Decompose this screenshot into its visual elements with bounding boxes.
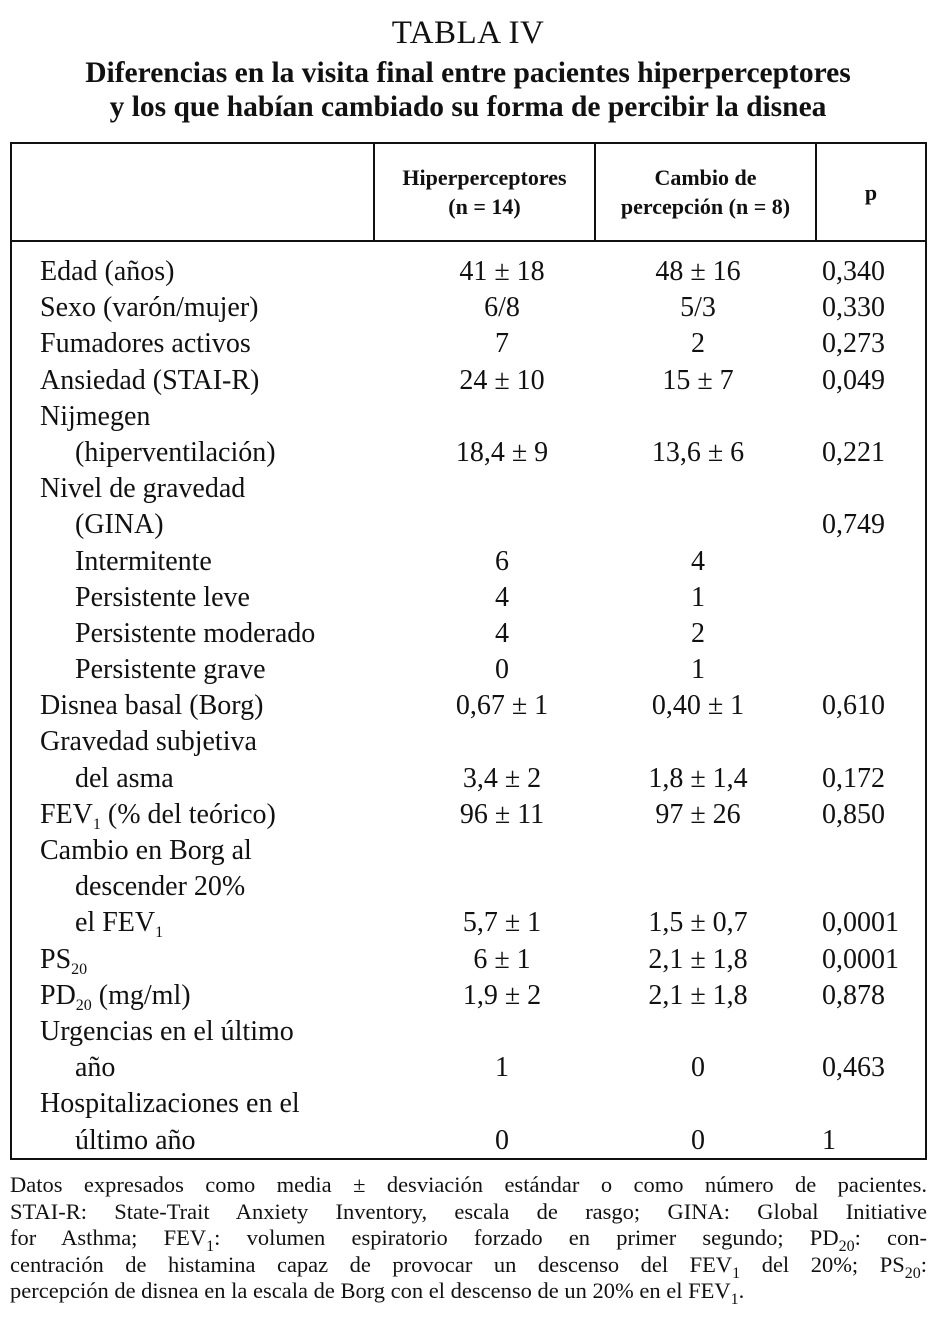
table-body (12, 254, 925, 1159)
table-row: último año 0 0 1 (75, 1124, 836, 1156)
table-row: (hiperventilación) 18,4 ± 9 13,6 ± 6 0,221 (75, 436, 885, 468)
table-row: Fumadores activos 7 2 0,273 (40, 328, 885, 360)
table-row: Hospitalizaciones en el (40, 1088, 300, 1120)
caption-line-2: y los que habían cambiado su forma de percibir la disnea (109, 91, 827, 123)
table-row: Nijmegen (40, 400, 151, 432)
footnote-line: centración de histamina capaz de provocar un descenso del $FEV_1$ del 20%; $PS_{20}$: (10, 1251, 927, 1282)
footnote-line: for Asthma; $FEV_1$: volumen espiratorio forzado en primer segundo; $PD_{20}$: con- (10, 1225, 927, 1255)
header-cambio-percepcion: Cambio de percepción (n = 8) (620, 165, 791, 219)
table-number-label: TABLA IV (391, 15, 545, 51)
table-row: Persistente grave 0 1 (75, 654, 705, 686)
table-title-block (0, 14, 936, 124)
table-row: $PS_{20}$ 6 ± 1 2,1 ± 1,8 0,0001 (40, 943, 899, 978)
table-row: Cambio en Borg al (40, 835, 252, 866)
table-row: año 1 0 0,463 (75, 1052, 885, 1084)
table-row: $FEV_1$ (% del teórico) 96 ± 11 97 ± 26 0,850 (40, 798, 885, 833)
footnote-line: percepción de disnea en la escala de Borg con el descenso de un 20% en el $FEV_1$. (10, 1278, 745, 1308)
table-row: Sexo (varón/mujer) 6/8 5/3 0,330 (40, 292, 885, 324)
table-row: Persistente leve 4 1 (75, 581, 705, 613)
table-caption (0, 56, 936, 124)
header-hiperperceptores: Hiperperceptores (n = 14) (402, 165, 567, 219)
table-footnote (10, 1172, 927, 1308)
table-row: Persistente moderado 4 2 (75, 617, 705, 649)
table-row: Urgencias en el último (40, 1015, 294, 1047)
table-row: Ansiedad (STAI-R) 24 ± 10 15 ± 7 0,049 (40, 364, 885, 396)
caption-line-1: Diferencias en la visita final entre pacientes hiperperceptores (85, 57, 851, 89)
table-row: $PD_{20}$ (mg/ml) 1,9 ± 2 2,1 ± 1,8 0,878 (40, 979, 885, 1014)
table-row: Disnea basal (Borg) 0,67 ± 1 0,40 ± 1 0,610 (40, 690, 885, 722)
table-row: Edad (años) 41 ± 18 48 ± 16 0,340 (40, 256, 885, 287)
table-row: el $FEV_1$ 5,7 ± 1 1,5 ± 0,7 0,0001 (75, 907, 899, 942)
header-p-value: p (864, 179, 878, 205)
footnote-line: STAI-R: State-Trait Anxiety Inventory, escala de rasgo; GINA: Global Initiative (10, 1198, 927, 1224)
table-row: Nivel de gravedad (40, 473, 246, 505)
table-row: del asma 3,4 ± 2 1,8 ± 1,4 0,172 (75, 762, 885, 794)
data-table (10, 142, 927, 1160)
table-row: Gravedad subjetiva (40, 726, 257, 758)
table-row: (GINA) 0,749 (75, 509, 885, 541)
table-row: descender 20% (75, 871, 246, 903)
table-row: Intermitente 6 4 (75, 545, 705, 577)
table-header-row (12, 144, 925, 242)
footnote-line: Datos expresados como media ± desviación estándar o como número de pacientes. (10, 1172, 927, 1197)
